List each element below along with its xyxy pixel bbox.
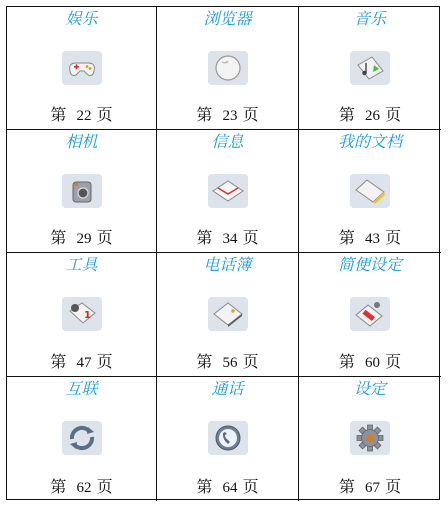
menu-title: 电话簿 (203, 255, 252, 274)
menu-cell-browser[interactable] (157, 7, 299, 130)
music-icon (350, 51, 390, 85)
gamepad-icon (62, 51, 102, 85)
page-ref: 第 60 页 (338, 352, 402, 371)
phonebook-icon (208, 297, 248, 331)
svg-text:1: 1 (83, 310, 91, 321)
tools-calendar-icon (62, 297, 102, 331)
envelope-icon (208, 174, 248, 208)
menu-title: 信息 (211, 132, 244, 151)
menu-cell-my-documents[interactable] (299, 130, 441, 253)
page-ref: 第 64 页 (196, 477, 259, 496)
page-ref: 第 23 页 (196, 105, 259, 124)
menu-title: 音乐 (353, 9, 386, 28)
page-ref: 第 47 页 (50, 352, 113, 371)
phone-call-icon (208, 421, 248, 455)
menu-title: 通话 (211, 379, 244, 398)
camera-icon (62, 174, 102, 208)
page-ref: 第 34 页 (196, 228, 259, 247)
menu-cell-entertainment[interactable] (7, 7, 157, 130)
menu-title: 工具 (65, 255, 98, 274)
menu-cell-messages[interactable] (157, 130, 299, 253)
menu-cell-tools[interactable] (7, 253, 157, 377)
gear-icon (350, 421, 390, 455)
menu-cell-phonebook[interactable] (157, 253, 299, 377)
page-ref: 第 29 页 (50, 228, 113, 247)
page-ref: 第 56 页 (196, 352, 259, 371)
quick-settings-icon (350, 297, 390, 331)
page-ref: 第 22 页 (50, 105, 113, 124)
menu-cell-quick-settings[interactable] (299, 253, 441, 377)
sync-icon (62, 421, 102, 455)
globe-icon (208, 51, 248, 85)
menu-index-table (6, 6, 440, 500)
menu-cell-camera[interactable] (7, 130, 157, 253)
menu-title: 互联 (65, 379, 98, 398)
menu-title: 设定 (353, 379, 386, 398)
menu-title: 简便设定 (337, 255, 402, 274)
menu-cell-music[interactable] (299, 7, 441, 130)
page-ref: 第 67 页 (338, 477, 402, 496)
menu-title: 相机 (65, 132, 98, 151)
menu-cell-settings[interactable] (299, 377, 441, 501)
menu-cell-connectivity[interactable] (7, 377, 157, 501)
page-ref: 第 62 页 (50, 477, 113, 496)
menu-title: 我的文档 (337, 132, 402, 151)
menu-cell-calls[interactable] (157, 377, 299, 501)
menu-title: 娱乐 (65, 9, 98, 28)
menu-title: 浏览器 (203, 9, 252, 28)
page-ref: 第 43 页 (338, 228, 402, 247)
folder-icon (350, 174, 390, 208)
page-ref: 第 26 页 (338, 105, 402, 124)
